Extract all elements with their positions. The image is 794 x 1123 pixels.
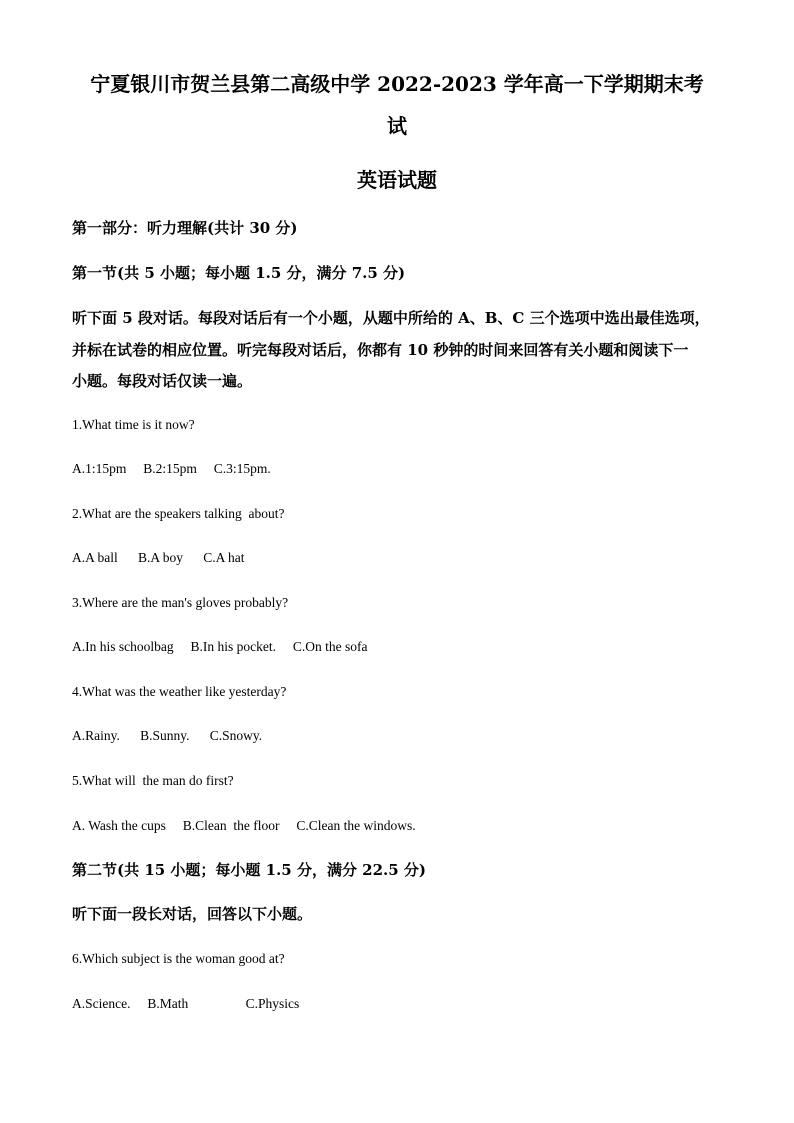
question-6-stem: 6.Which subject is the woman good at? <box>72 951 285 966</box>
question-1-options: A.1:15pm B.2:15pm C.3:15pm. <box>72 461 271 476</box>
question-3-stem: 3.Where are the man's gloves probably? <box>72 595 289 610</box>
section2-instruction: 听下面一段长对话，回答以下小题。 <box>72 905 313 923</box>
section1-instruction-line-3: 小题。每段对话仅读一遍。 <box>72 372 253 390</box>
question-2-stem: 2.What are the speakers talking about? <box>72 506 285 521</box>
section1-instruction-line-1: 听下面 5 段对话。每段对话后有一个小题，从题中所给的 A、B、C 三个选项中选出最佳选项， <box>72 309 710 327</box>
question-4-options: A.Rainy. B.Sunny. C.Snowy. <box>72 728 263 743</box>
section2-heading: 第二节(共 15 小题；每小题 1.5 分，满分 22.5 分) <box>72 861 427 879</box>
question-4-stem: 4.What was the weather like yesterday? <box>72 684 287 699</box>
question-1-stem: 1.What time is it now? <box>72 417 195 432</box>
question-3-options: A.In his schoolbag B.In his pocket. C.On the sofa <box>72 639 368 654</box>
question-6-options: A.Science. B.Math C.Physics <box>72 996 300 1011</box>
section1-instruction-line-2: 并标在试卷的相应位置。听完每段对话后，你都有 10 秒钟的时间来回答有关小题和阅读下一 <box>72 341 689 359</box>
question-5-options: A. Wash the cups B.Clean the floor C.Clean the windows. <box>72 818 416 833</box>
question-2-options: A.A ball B.A boy C.A hat <box>72 550 245 565</box>
exam-title-line-1: 宁夏银川市贺兰县第二高级中学 2022-2023 学年高一下学期期末考 <box>90 72 704 96</box>
part1-heading: 第一部分：听力理解(共计 30 分) <box>72 219 298 237</box>
exam-subject-title: 英语试题 <box>357 168 437 192</box>
question-5-stem: 5.What will the man do first? <box>72 773 234 788</box>
section1-heading: 第一节(共 5 小题；每小题 1.5 分，满分 7.5 分) <box>72 264 406 282</box>
exam-title-line-2: 试 <box>387 114 407 138</box>
